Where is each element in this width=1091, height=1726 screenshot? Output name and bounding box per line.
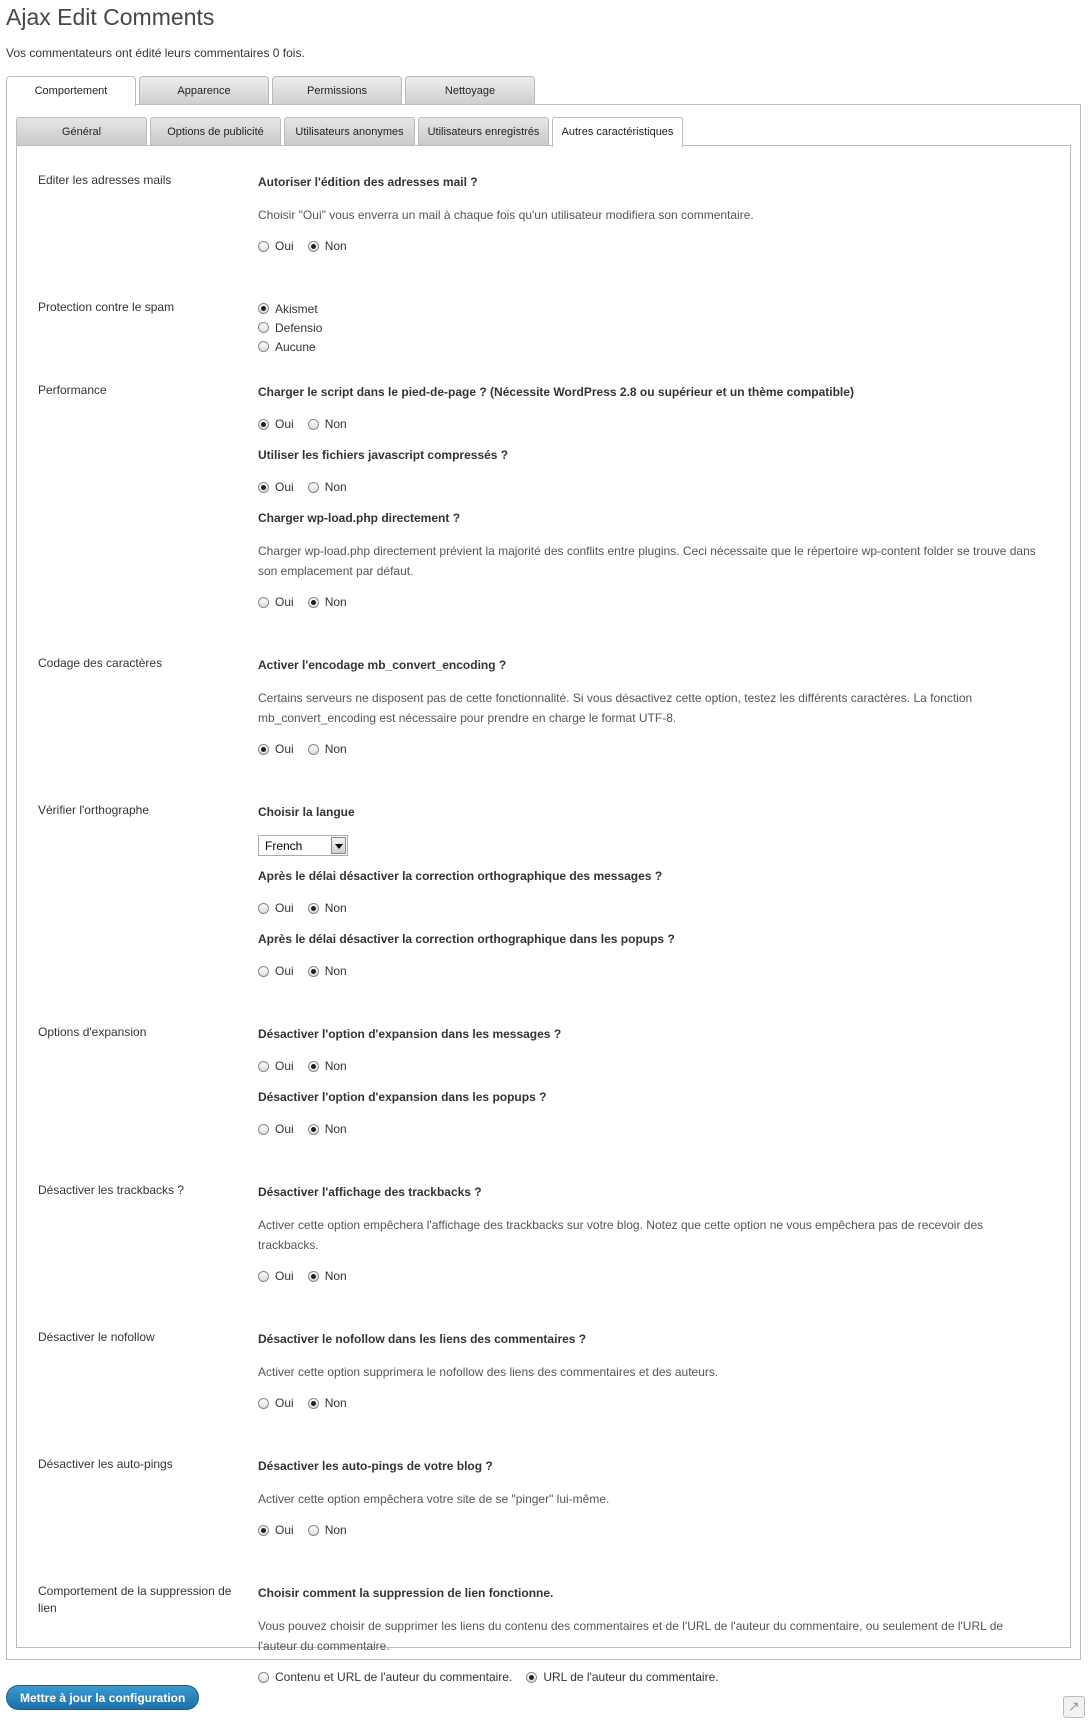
tab-apparence[interactable]: Apparence [139,76,269,104]
radio-button[interactable] [258,1672,269,1683]
radio-group [258,899,1038,917]
radio-button[interactable] [308,966,319,977]
setting-question: Après le délai désactiver la correction orthographique des messages ? [258,869,663,883]
radio-group [258,593,1038,611]
share-icon[interactable] [1063,1696,1085,1718]
radio-group [258,1521,1038,1539]
radio-button[interactable] [258,241,269,252]
setting-question: Activer l'encodage mb_convert_encoding ? [258,658,507,672]
radio-non[interactable]: Non [308,1393,347,1413]
setting-encoding [38,655,1038,772]
radio-button[interactable] [258,322,269,333]
radio-button[interactable] [308,1271,319,1282]
setting-label: Protection contre le spam [38,300,175,314]
radio-group [258,1394,1038,1412]
radio-button[interactable] [308,597,319,608]
radio-oui[interactable]: Oui [258,1520,294,1540]
radio-non[interactable]: Non [308,477,347,497]
subtab-other-features[interactable]: Autres caractéristiques [552,117,683,147]
setting-question: Désactiver le nofollow dans les liens des commentaires ? [258,1332,587,1346]
radio-oui[interactable]: Oui [258,1056,294,1076]
setting-question: Choisir comment la suppression de lien fonctionne. [258,1586,554,1600]
setting-trackbacks [38,1182,1038,1299]
radio-akismet[interactable]: Akismet [258,299,318,318]
setting-expansion [38,1024,1038,1152]
radio-group [258,962,1038,980]
setting-label: Performance [38,383,107,397]
radio-oui[interactable]: Oui [258,1393,294,1413]
radio-button[interactable] [258,1398,269,1409]
radio-button[interactable] [258,903,269,914]
subtab-general[interactable]: Général [16,117,147,145]
radio-group [258,1668,1038,1686]
radio-button[interactable] [258,744,269,755]
subtab-registered-users[interactable]: Utilisateurs enregistrés [418,117,549,145]
setting-question: Désactiver l'affichage des trackbacks ? [258,1185,482,1199]
setting-label: Options d'expansion [38,1025,147,1039]
radio-group [258,1057,1038,1075]
radio-oui[interactable]: Oui [258,1266,294,1286]
tab-permissions[interactable]: Permissions [272,76,402,104]
radio-button[interactable] [308,482,319,493]
radio-non[interactable]: Non [308,1520,347,1540]
radio-button[interactable] [308,1124,319,1135]
setting-email-edit [38,172,1038,269]
setting-question: Désactiver l'option d'expansion dans les popups ? [258,1090,547,1104]
setting-description: Charger wp-load.php directement prévient la majorité des conflits entre plugins. Ceci nécessaite que le répertoire wp-content folder se trouve dans son emplacement par défaut. [258,544,1036,578]
sub-tabs [16,117,686,146]
radio-button[interactable] [258,966,269,977]
radio-oui[interactable]: Oui [258,414,294,434]
setting-label: Désactiver le nofollow [38,1330,155,1344]
radio-button[interactable] [308,1061,319,1072]
setting-link-removal [38,1583,1038,1700]
radio-oui[interactable]: Oui [258,739,294,759]
radio-button[interactable] [258,1271,269,1282]
radio-button[interactable] [258,597,269,608]
chevron-down-icon[interactable] [331,837,346,854]
radio-non[interactable]: Non [308,1119,347,1139]
radio-content-and-url[interactable]: Contenu et URL de l'auteur du commentaire. [258,1667,512,1687]
setting-description: Choisir "Oui" vous enverra un mail à chaque fois qu'un utilisateur modifiera son commentaire. [258,208,754,222]
radio-non[interactable]: Non [308,236,347,256]
radio-button[interactable] [258,1124,269,1135]
setting-nofollow [38,1329,1038,1426]
radio-defensio[interactable]: Defensio [258,318,322,337]
setting-label: Editer les adresses mails [38,173,172,187]
radio-button[interactable] [258,1525,269,1536]
radio-button[interactable] [308,903,319,914]
radio-non[interactable]: Non [308,1056,347,1076]
radio-button[interactable] [258,482,269,493]
radio-non[interactable]: Non [308,414,347,434]
radio-non[interactable]: Non [308,898,347,918]
setting-question: Charger wp-load.php directement ? [258,511,461,525]
setting-label: Codage des caractères [38,656,163,670]
radio-group [258,237,1038,255]
radio-button[interactable] [308,1398,319,1409]
language-select[interactable]: French [258,835,348,856]
setting-autopings [38,1456,1038,1553]
radio-group [258,740,1038,758]
setting-description: Certains serveurs ne disposent pas de cette fonctionnalité. Si vous désactivez cette option, testez les différents caractères. La fonction mb_convert_encoding est nécessaire pour prendre en charge le format UTF-8. [258,691,973,725]
main-tabs [6,76,538,105]
tab-comportement[interactable]: Comportement [6,76,136,106]
radio-group [258,478,1038,496]
setting-spellcheck [38,802,1038,994]
setting-question: Désactiver les auto-pings de votre blog ? [258,1459,493,1473]
radio-button[interactable] [308,1525,319,1536]
setting-question: Charger le script dans le pied-de-page ? (Nécessite WordPress 2.8 ou supérieur et un thème compatible) [258,385,854,399]
edit-count-text: Vos commentateurs ont édité leurs commentaires 0 fois. [6,46,305,60]
update-settings-button[interactable]: Mettre à jour la configuration [6,1685,199,1710]
setting-label: Désactiver les auto-pings [38,1457,173,1471]
setting-description: Activer cette option empêchera l'affichage des trackbacks sur votre blog. Notez que cette option ne vous empêchera pas de recevoir des trackbacks. [258,1218,984,1252]
subtab-anonymous-users[interactable]: Utilisateurs anonymes [284,117,415,145]
radio-button[interactable] [308,744,319,755]
radio-button[interactable] [258,419,269,430]
setting-question: Autoriser l'édition des adresses mail ? [258,175,478,189]
radio-aucune[interactable]: Aucune [258,337,316,356]
subtab-ads[interactable]: Options de publicité [150,117,281,145]
page-title: Ajax Edit Comments [6,4,215,30]
setting-description: Vous pouvez choisir de supprimer les liens du contenu des commentaires et de l'URL de l'auteur du commentaire, ou seulement de l'URL de l'auteur du commentaire. [258,1619,1004,1653]
radio-group [258,415,1038,433]
radio-non[interactable]: Non [308,592,347,612]
settings-form [38,172,1038,1700]
radio-oui[interactable]: Oui [258,592,294,612]
radio-group [258,299,1038,356]
radio-button[interactable] [258,341,269,352]
radio-non[interactable]: Non [308,1266,347,1286]
setting-question: Désactiver l'option d'expansion dans les messages ? [258,1027,562,1041]
setting-description: Activer cette option empêchera votre site de se "pinger" lui-même. [258,1492,610,1506]
setting-question: Choisir la langue [258,805,355,819]
setting-label: Vérifier l'orthographe [38,803,150,817]
radio-button[interactable] [258,1061,269,1072]
radio-oui[interactable]: Oui [258,1119,294,1139]
radio-non[interactable]: Non [308,739,347,759]
radio-button[interactable] [308,419,319,430]
tab-nettoyage[interactable]: Nettoyage [405,76,535,104]
setting-label: Désactiver les trackbacks ? [38,1183,185,1197]
radio-oui[interactable]: Oui [258,898,294,918]
radio-oui[interactable]: Oui [258,236,294,256]
setting-spam-protection [38,299,1038,356]
radio-oui[interactable]: Oui [258,477,294,497]
radio-non[interactable]: Non [308,961,347,981]
radio-url-only[interactable]: URL de l'auteur du commentaire. [526,1667,718,1687]
setting-question: Après le délai désactiver la correction orthographique dans les popups ? [258,932,675,946]
radio-button[interactable] [308,241,319,252]
radio-button[interactable] [526,1672,537,1683]
radio-group [258,1120,1038,1138]
radio-group [258,1267,1038,1285]
setting-label: Comportement de la suppression de lien [38,1584,232,1615]
radio-oui[interactable]: Oui [258,961,294,981]
radio-button[interactable] [258,303,269,314]
setting-description: Activer cette option supprimera le nofollow des liens des commentaires et des auteurs. [258,1365,719,1379]
setting-question: Utiliser les fichiers javascript compressés ? [258,448,509,462]
setting-performance [38,382,1038,625]
